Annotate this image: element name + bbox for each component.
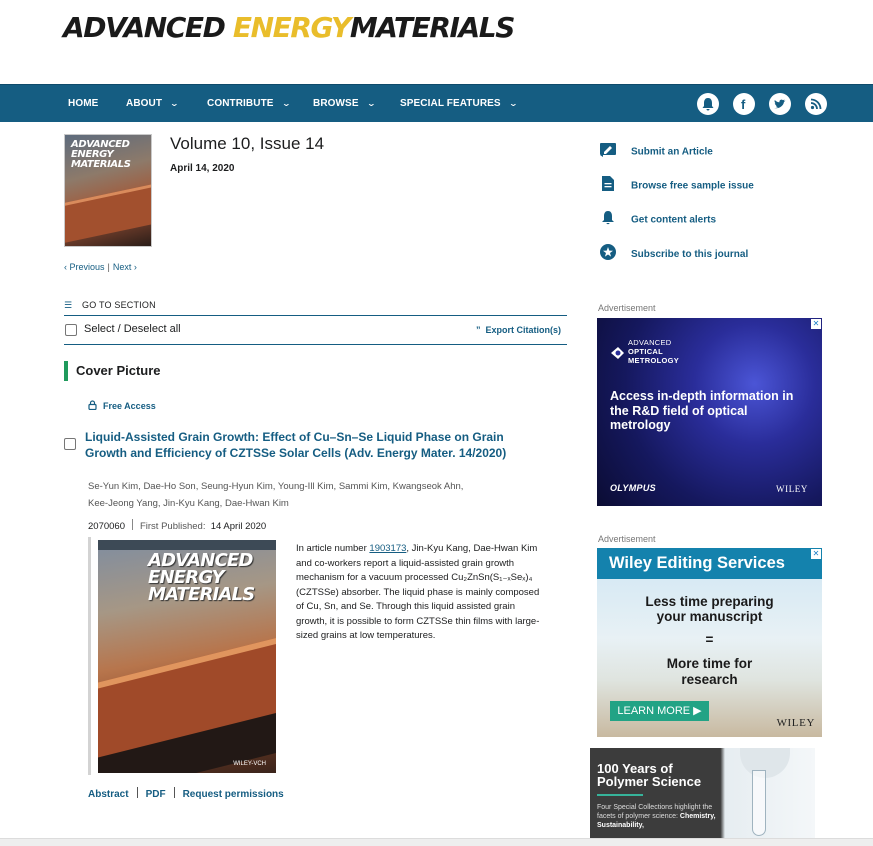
- cover-publisher: WILEY-VCH: [233, 761, 266, 767]
- bell-icon: [598, 210, 618, 230]
- test-tube-image: [752, 770, 766, 836]
- article-number: 2070060: [88, 521, 125, 532]
- ad1-logo-icon: [610, 346, 625, 360]
- ad-choices-icon[interactable]: ✕: [812, 549, 820, 558]
- content-alerts-link[interactable]: [598, 210, 716, 230]
- logo-word-energy: ENERGY: [232, 11, 350, 44]
- ad3-divider: [597, 794, 643, 796]
- issue-cover-image[interactable]: [64, 134, 152, 247]
- masthead: [0, 0, 873, 84]
- advertisement-label: Advertisement: [598, 303, 656, 313]
- divider: [174, 787, 175, 798]
- list-icon: ☰: [64, 300, 73, 310]
- first-published-date: 14 April 2020: [210, 521, 267, 532]
- cover-artwork: [64, 182, 152, 244]
- subscribe-journal-link[interactable]: [598, 244, 748, 264]
- select-all-label[interactable]: Select / Deselect all: [84, 323, 181, 335]
- nav-special-features[interactable]: [400, 85, 517, 122]
- cover-header-band: [98, 540, 276, 550]
- logo-word-advanced: ADVANCED: [63, 11, 233, 44]
- journal-logo[interactable]: [63, 11, 514, 45]
- nav-home-label: HOME: [68, 98, 99, 109]
- ad1-headline: Access in-depth information in the R&D field of optical metrology: [610, 389, 794, 432]
- ad1-publisher: WILEY: [776, 484, 808, 494]
- edit-icon: [598, 142, 618, 162]
- ad2-line4: research: [681, 672, 738, 687]
- ad-polymer-science[interactable]: [590, 748, 815, 838]
- ad2-line1: Less time preparing: [645, 594, 774, 609]
- abstract-pre: In article number: [296, 543, 370, 554]
- nav-contribute[interactable]: [207, 85, 289, 122]
- quote-icon: ”: [475, 325, 481, 335]
- next-issue-link[interactable]: Next ›: [112, 262, 137, 272]
- advertisement-label: Advertisement: [598, 534, 656, 544]
- browse-sample-issue-link[interactable]: [598, 176, 754, 196]
- ad1-brand-small: ADVANCED: [628, 338, 672, 347]
- submit-article-label: Submit an Article: [631, 146, 713, 158]
- article-checkbox[interactable]: [64, 438, 76, 450]
- authors-line-1[interactable]: Se-Yun Kim, Dae-Ho Son, Seung-Hyun Kim, Young-Ill Kim, Sammi Kim, Kwangseok Ahn,: [88, 481, 464, 492]
- chevron-down-icon: ⌄: [508, 99, 518, 108]
- ad2-publisher: WILEY: [776, 717, 815, 729]
- volume-title: Volume 10, Issue 14: [170, 134, 325, 153]
- authors-line-2[interactable]: Kee-Jeong Yang, Jin-Kyu Kang, Dae-Hwan Kim: [88, 498, 289, 509]
- issue-date: April 14, 2020: [170, 163, 235, 174]
- request-permissions-link[interactable]: Request permissions: [182, 789, 284, 800]
- rss-icon[interactable]: [805, 93, 827, 115]
- article-cover-title: ADVANCED ENERGY MATERIALS: [148, 550, 255, 605]
- abstract-body: , Jin-Kyu Kang, Dae-Hwan Kim and co-workers report a liquid-assisted grain growth mechanism for a vacuum processed Cu₂ZnSn(S₁₋ₓSeₓ)₄ (CZTSSe) absorber. The liquid phase is mainly composed of Cu, Sn, and Se. Through this liquid assisted grain growth, it is possible to form CZTSSe thin films with large-sized grains at low temperatures.: [296, 543, 540, 641]
- star-badge-icon: [598, 244, 618, 265]
- nav-about-label: ABOUT: [126, 98, 163, 109]
- subscribe-journal-label: Subscribe to this journal: [631, 249, 749, 261]
- logo-word-materials: MATERIALS: [349, 11, 514, 44]
- bell-icon[interactable]: [697, 93, 719, 115]
- separator: |: [107, 262, 110, 272]
- svg-text:f: f: [741, 97, 746, 112]
- content-alerts-label: Get content alerts: [631, 214, 717, 226]
- article-authors: [88, 478, 538, 512]
- divider: [132, 519, 133, 530]
- ad1-brand-line2: METROLOGY: [628, 356, 680, 365]
- abstract-text: [296, 542, 544, 644]
- ad1-brand-line1: OPTICAL: [628, 347, 664, 356]
- nav-special-features-label: SPECIAL FEATURES: [400, 98, 501, 109]
- submit-article-link[interactable]: [598, 142, 713, 162]
- first-published-label: First Published:: [139, 521, 206, 532]
- nav-browse-label: BROWSE: [313, 98, 359, 109]
- divider: [137, 787, 138, 798]
- chevron-down-icon: ⌄: [281, 99, 291, 108]
- ad2-title: Wiley Editing Services: [597, 548, 822, 579]
- previous-issue-link[interactable]: ‹ Previous: [64, 262, 105, 272]
- article-cover-image[interactable]: [98, 540, 276, 773]
- export-citation-button[interactable]: [476, 325, 561, 335]
- main-nav: [0, 84, 873, 122]
- section-heading: Cover Picture: [64, 361, 161, 381]
- horizontal-scrollbar[interactable]: [0, 838, 873, 846]
- ad1-sponsor: OLYMPUS: [610, 483, 656, 493]
- nav-contribute-label: CONTRIBUTE: [207, 98, 274, 109]
- learn-more-button[interactable]: LEARN MORE ▶: [610, 701, 709, 721]
- article-links: [88, 787, 284, 800]
- go-to-section-label: GO TO SECTION: [82, 300, 156, 310]
- ad-choices-icon[interactable]: ✕: [812, 319, 820, 328]
- ad3-sub: Four Special Collections highlight the facets of polymer science:: [597, 804, 713, 820]
- twitter-icon[interactable]: [769, 93, 791, 115]
- nav-browse[interactable]: [313, 85, 374, 122]
- ad-optical-metrology[interactable]: [597, 318, 822, 506]
- ad3-subtitle: [597, 803, 725, 830]
- ad2-equals: =: [705, 632, 714, 647]
- ad3-sub-bold: Chemistry, Sustainability,: [597, 813, 716, 829]
- select-all-checkbox[interactable]: [65, 324, 77, 336]
- chevron-down-icon: ⌄: [366, 99, 376, 108]
- selection-toolbar: [64, 317, 567, 345]
- document-icon: [598, 176, 618, 196]
- article-meta: [88, 519, 266, 532]
- ad-wiley-editing[interactable]: [597, 548, 822, 737]
- go-to-section[interactable]: [64, 300, 567, 316]
- ad2-line3: More time for: [666, 656, 753, 671]
- article-title-link[interactable]: Liquid-Assisted Grain Growth: Effect of Cu–Sn–Se Liquid Phase on Grain Growth and Efficiency of CZTSSe Solar Cells (Adv. Energy Mater. 14/2020): [85, 430, 507, 460]
- nav-about[interactable]: [126, 85, 178, 122]
- issue-pagination: [64, 262, 137, 272]
- issue-cover-title: ADVANCED ENERGY MATERIALS: [71, 139, 131, 170]
- pdf-link[interactable]: PDF: [145, 789, 166, 800]
- previous-label: Previous: [69, 262, 105, 272]
- lock-open-icon: [88, 400, 97, 410]
- chevron-down-icon: ⌄: [169, 99, 180, 108]
- ad2-line2: your manuscript: [656, 609, 763, 624]
- facebook-icon[interactable]: [733, 93, 755, 115]
- abstract-link[interactable]: Abstract: [88, 789, 129, 800]
- next-label: Next: [112, 262, 132, 272]
- browse-sample-issue-label: Browse free sample issue: [631, 180, 754, 192]
- free-access-label: Free Access: [103, 401, 156, 411]
- free-access-badge: [88, 400, 156, 411]
- article-number-link[interactable]: 1903173: [369, 543, 407, 554]
- export-citation-label: Export Citation(s): [485, 325, 561, 335]
- nav-home[interactable]: [68, 85, 98, 122]
- ad3-title: 100 Years of Polymer Science: [597, 761, 702, 789]
